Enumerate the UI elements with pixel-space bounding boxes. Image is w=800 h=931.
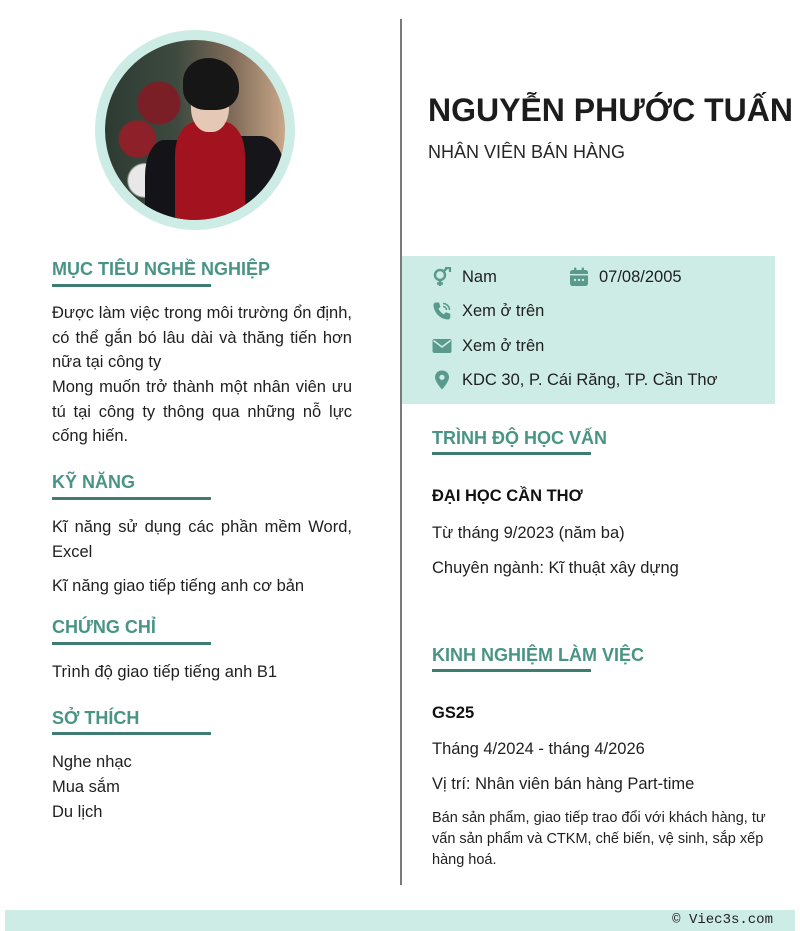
phone-icon (432, 301, 452, 321)
candidate-name: NGUYỄN PHƯỚC TUẤN (428, 92, 793, 128)
email-value: Xem ở trên (462, 336, 545, 355)
avatar (105, 40, 285, 220)
experience-position: Vị trí: Nhân viên bán hàng Part-time (432, 775, 695, 793)
email-icon (432, 336, 452, 356)
certificate-item: Trình độ giao tiếp tiếng anh B1 (52, 663, 278, 681)
skills-title: KỸ NĂNG (52, 472, 136, 492)
hobby-item: Mua sắm (52, 778, 120, 796)
experience-underline (432, 669, 591, 672)
gender-value: Nam (462, 267, 497, 286)
hobby-item: Du lịch (52, 803, 103, 821)
education-major: Chuyên ngành: Kĩ thuật xây dựng (432, 559, 679, 577)
objective-title: MỤC TIÊU NGHỀ NGHIỆP (52, 259, 271, 279)
objective-paragraph-2: Mong muốn trở thành một nhân viên ưu tú tại công ty thông qua những nỗ lực cống hiến. (52, 378, 352, 445)
experience-description: Bán sản phẩm, giao tiếp trao đổi với khách hàng, tư vấn sản phẩm và CTKM, chế biến, vệ sinh, sắp xếp hàng hoá. (432, 810, 766, 868)
copyright-text: © Viec3s.com (672, 912, 773, 928)
education-title: TRÌNH ĐỘ HỌC VẤN (432, 428, 607, 448)
gender-row (432, 267, 497, 287)
school-name: ĐẠI HỌC CẦN THƠ (432, 487, 583, 505)
skills-underline (52, 497, 211, 500)
email-row (432, 336, 544, 356)
birthdate-row (569, 267, 682, 287)
address-value: KDC 30, P. Cái Răng, TP. Cần Thơ (462, 370, 718, 389)
company-name: GS25 (432, 704, 475, 722)
experience-period: Tháng 4/2024 - tháng 4/2026 (432, 740, 645, 758)
education-underline (432, 452, 591, 455)
location-pin-icon (432, 370, 452, 390)
hobby-item: Nghe nhạc (52, 753, 132, 771)
phone-row (432, 301, 544, 321)
birthdate-value: 07/08/2005 (599, 267, 682, 286)
avatar-hoodie (175, 122, 245, 220)
address-row (432, 370, 717, 390)
footer-bar (5, 910, 795, 931)
skill-item: Kĩ năng giao tiếp tiếng anh cơ bản (52, 577, 305, 595)
certificates-underline (52, 642, 211, 645)
gender-icon (432, 267, 452, 287)
certificates-title: CHỨNG CHỈ (52, 617, 156, 637)
hobbies-title: SỞ THÍCH (52, 708, 140, 728)
experience-title: KINH NGHIỆM LÀM VIỆC (432, 645, 645, 665)
avatar-hair (183, 58, 239, 110)
calendar-icon (569, 267, 589, 287)
objective-paragraph-1: Được làm việc trong môi trường ổn định, có thể gắn bó lâu dài và thăng tiến hơn nữa tại công ty (52, 304, 352, 371)
education-period: Từ tháng 9/2023 (năm ba) (432, 524, 625, 542)
job-title: NHÂN VIÊN BÁN HÀNG (428, 142, 626, 162)
objective-underline (52, 284, 211, 287)
column-divider (400, 19, 402, 885)
phone-value: Xem ở trên (462, 301, 545, 320)
skill-item: Kĩ năng sử dụng các phần mềm Word, Excel (52, 518, 352, 561)
hobbies-underline (52, 732, 211, 735)
